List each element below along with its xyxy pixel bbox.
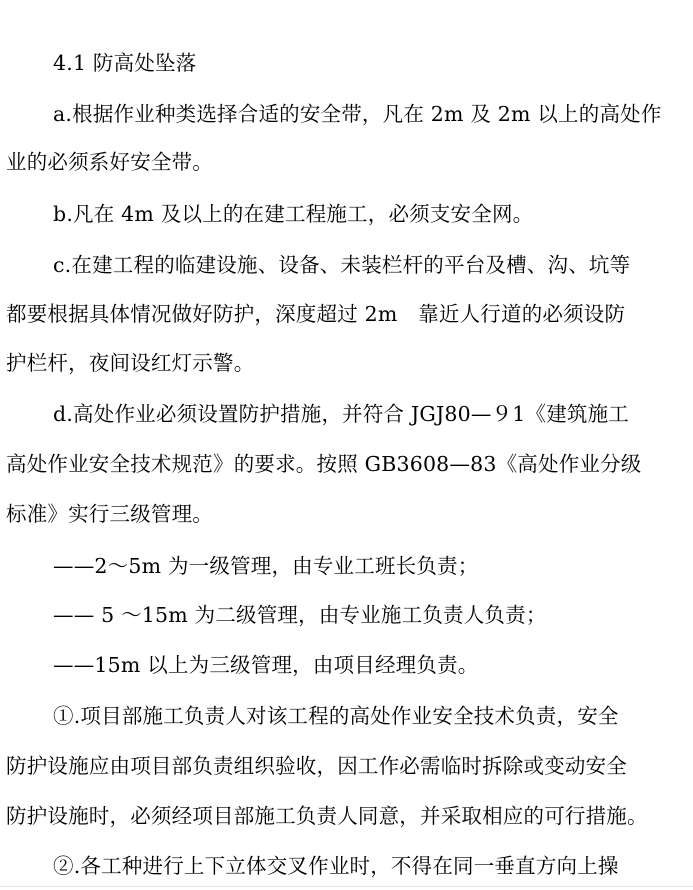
item-a-line-2: 业的必须系好安全带。 xyxy=(6,150,213,174)
numbered-1-line-1: ①.项目部施工负责人对该工程的高处作业安全技术负责，安全 xyxy=(53,704,619,728)
item-a-line-1: a.根据作业种类选择合适的安全带，凡在 2m 及 2m 以上的高处作 xyxy=(53,102,662,126)
level-3-line: ——15m 以上为三级管理，由项目经理负责。 xyxy=(53,653,479,677)
item-c-line-1: c.在建工程的临建设施、设备、未装栏杆的平台及槽、沟、坑等 xyxy=(53,253,631,277)
numbered-1-line-2: 防护设施应由项目部负责组织验收，因工作必需临时拆除或变动安全 xyxy=(6,754,627,778)
item-d-line-3: 标准》实行三级管理。 xyxy=(6,502,213,526)
item-b-line-1: b.凡在 4m 及以上的在建工程施工，必须支安全网。 xyxy=(53,202,534,226)
level-2-line: —— 5 ～15m 为二级管理，由专业施工负责人负责； xyxy=(53,603,547,627)
page-bottom-divider xyxy=(0,886,693,887)
item-c-line-2: 都要根据具体情况做好防护，深度超过 2m 靠近人行道的必须设防 xyxy=(6,302,626,326)
item-d-line-2: 高处作业安全技术规范》的要求。按照 GB3608—83《高处作业分级 xyxy=(6,452,642,476)
item-c-line-3: 护栏杆，夜间设红灯示警。 xyxy=(6,351,255,375)
section-heading: 4.1 防高处坠落 xyxy=(53,51,197,75)
numbered-2-line-1: ②.各工种进行上下立体交叉作业时，不得在同一垂直方向上操 xyxy=(53,854,619,878)
level-1-line: ——2～5m 为一级管理，由专业工班长负责； xyxy=(53,554,479,578)
item-d-line-1: d.高处作业必须设置防护措施，并符合 JGJ80—９1《建筑施工 xyxy=(53,402,629,426)
numbered-1-line-3: 防护设施时，必须经项目部施工负责人同意，并采取相应的可行措施。 xyxy=(6,804,648,828)
